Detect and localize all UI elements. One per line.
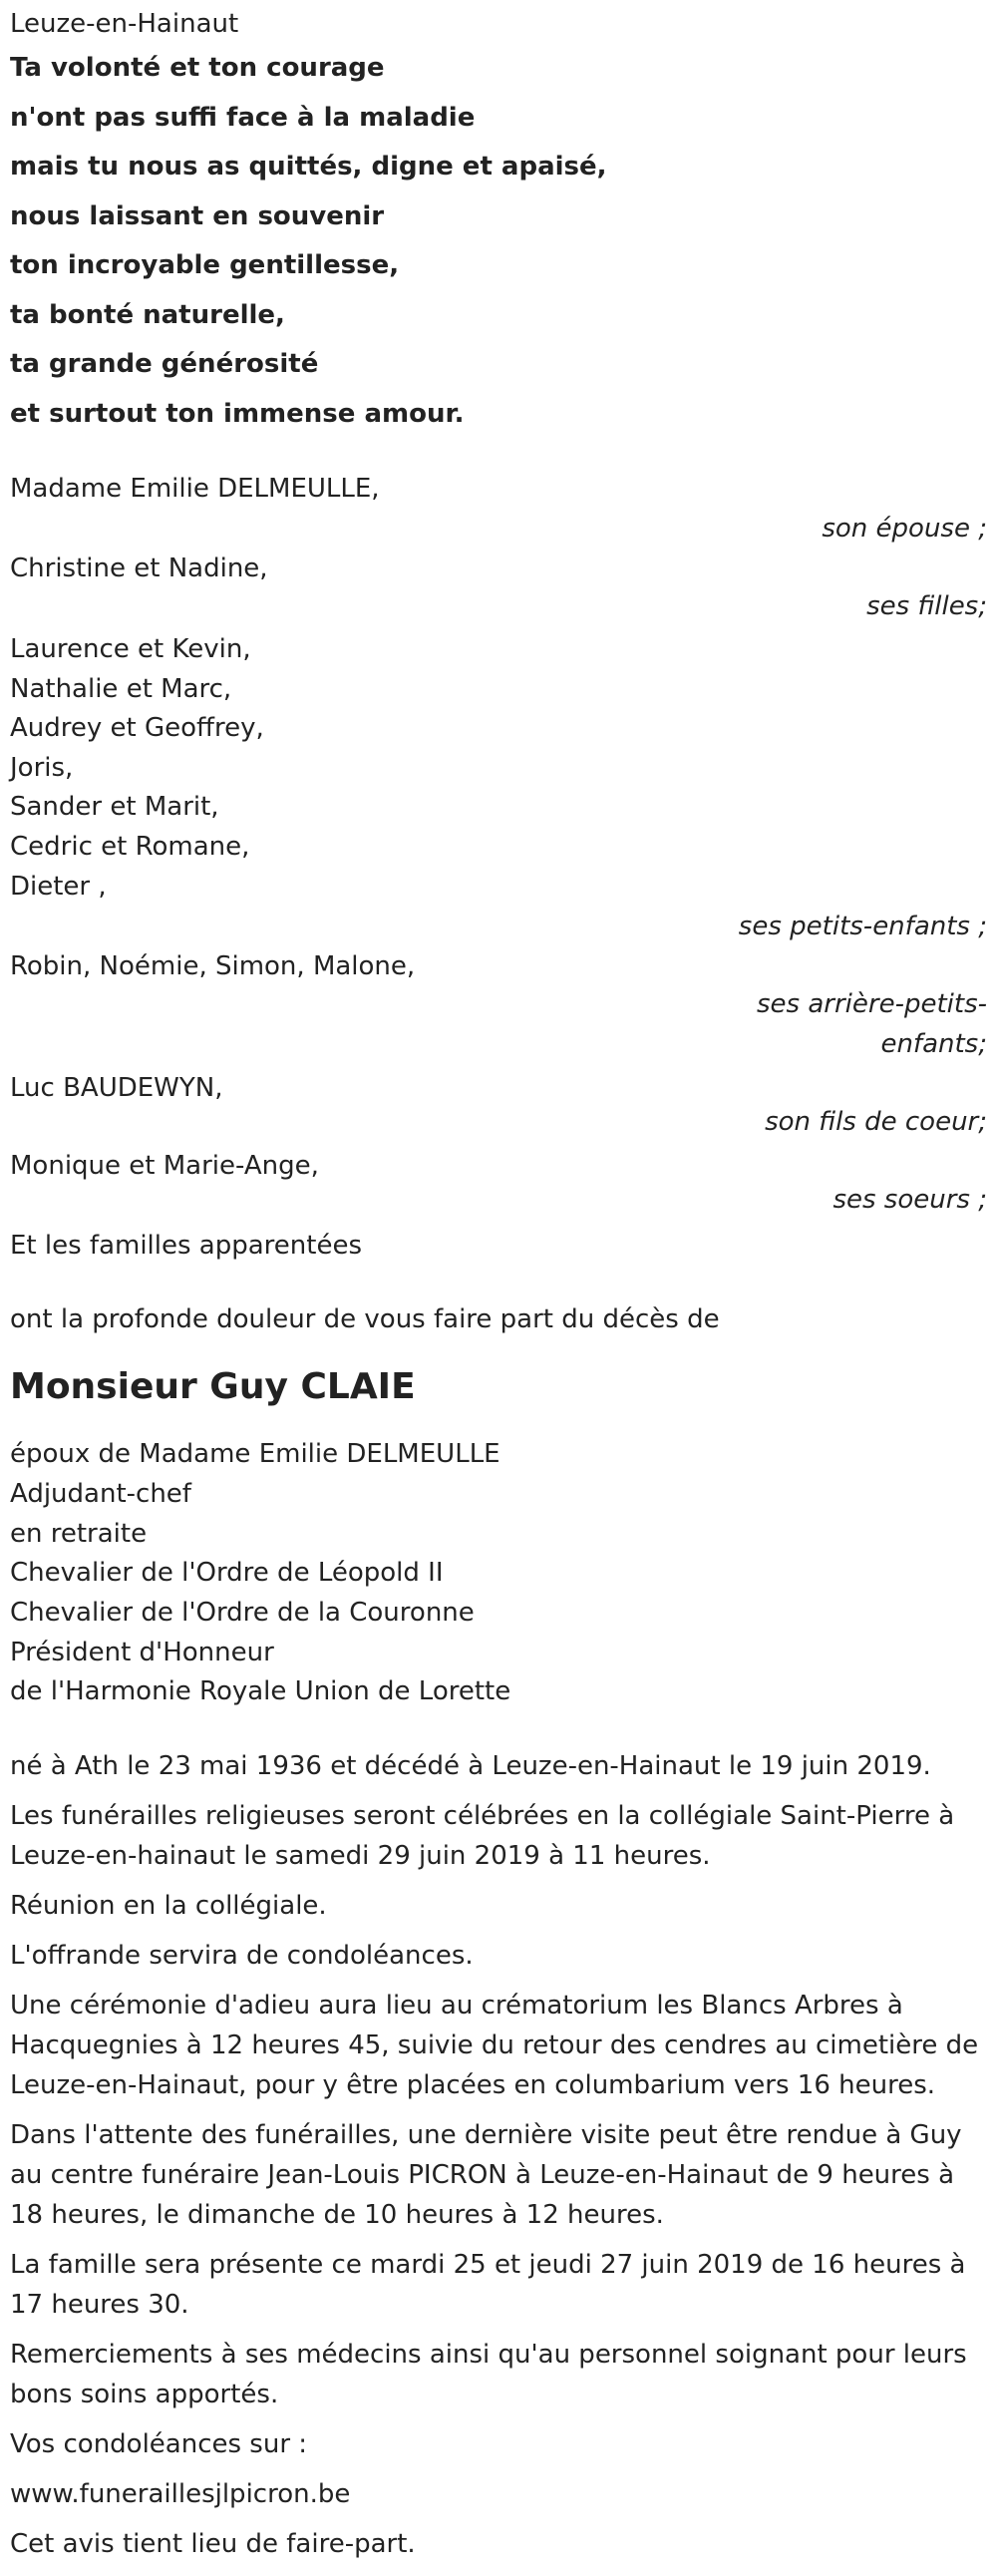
sisters-names: Monique et Marie-Ange, <box>10 1151 319 1182</box>
details-paragraphs <box>10 1746 987 2564</box>
closing-note: Cet avis tient lieu de faire-part. <box>10 2529 416 2560</box>
heart-son-role: son fils de coeur; <box>765 1107 987 1138</box>
family-grandchildren <box>10 630 987 946</box>
poem-line: nous laissant en souvenir <box>10 200 385 231</box>
daughters-names: Christine et Nadine, <box>10 553 268 583</box>
condolences-label: Vos condoléances sur : <box>10 2429 308 2460</box>
spouse-role: son épouse ; <box>822 514 987 544</box>
meeting-paragraph: Réunion en la collégiale. <box>10 1891 327 1922</box>
funeral-paragraph: Les funérailles religieuses seront célébrées en la collégiale Saint-Pierre à Leuze-en-hainaut le samedi 29 juin 2019 à 11 heures. <box>10 1801 955 1872</box>
poem-line: mais tu nous as quittés, digne et apaisé, <box>10 152 607 182</box>
family-heart-son <box>10 1068 987 1142</box>
birth-death-paragraph: né à Ath le 23 mai 1936 et décédé à Leuze-en-Hainaut le 19 juin 2019. <box>10 1751 931 1782</box>
spouse-name: Madame Emilie DELMEULLE, <box>10 474 380 504</box>
deceased-details <box>10 1435 987 1712</box>
obituary-page <box>0 4 997 2564</box>
great-grandchildren-role: ses arrière-petits- <box>757 989 987 1020</box>
grandchild-names: Joris, <box>10 752 74 783</box>
grandchild-names: Laurence et Kevin, <box>10 634 251 664</box>
detail-line: Chevalier de l'Ordre de Léopold II <box>10 1558 444 1589</box>
detail-line: époux de Madame Emilie DELMEULLE <box>10 1439 500 1470</box>
family-daughters <box>10 549 987 626</box>
sisters-role: ses soeurs ; <box>832 1185 987 1216</box>
detail-line: Chevalier de l'Ordre de la Couronne <box>10 1597 475 1628</box>
relatives-line: Et les familles apparentées <box>10 1231 363 1262</box>
grandchild-names: Nathalie et Marc, <box>10 673 232 704</box>
family-presence-paragraph: La famille sera présente ce mardi 25 et jeudi 27 juin 2019 de 16 heures à 17 heures 30. <box>10 2250 966 2321</box>
detail-line: Président d'Honneur <box>10 1637 274 1667</box>
poem-line: ta grande générosité <box>10 349 319 379</box>
offering-paragraph: L'offrande servira de condoléances. <box>10 1941 474 1972</box>
grandchild-names: Dieter , <box>10 871 107 902</box>
family-sisters <box>10 1146 987 1220</box>
detail-line: en retraite <box>10 1518 148 1549</box>
poem-line: ton incroyable gentillesse, <box>10 250 400 280</box>
grandchild-names: Sander et Marit, <box>10 792 219 823</box>
poem <box>10 44 987 439</box>
ceremony-paragraph: Une cérémonie d'adieu aura lieu au crématorium les Blancs Arbres à Hacquegnies à 12 heures 45, suivie du retour des cendres au cimetière de Leuze-en-Hainaut, pour y être placées en columbarium vers 16 heures. <box>10 1991 979 2101</box>
deceased-name: Monsieur Guy CLAIE <box>10 1366 416 1408</box>
family-great-grandchildren <box>10 946 987 1064</box>
family-spouse <box>10 469 987 549</box>
poem-line: ta bonté naturelle, <box>10 299 285 330</box>
poem-line: Ta volonté et ton courage <box>10 53 385 83</box>
announcement-line: ont la profonde douleur de vous faire part du décès de <box>10 1304 720 1335</box>
condolences-website: www.funeraillesjlpicron.be <box>10 2479 351 2510</box>
great-grandchildren-role: enfants; <box>880 1029 987 1060</box>
poem-line: n'ont pas suffi face à la maladie <box>10 102 476 133</box>
great-grandchildren-names: Robin, Noémie, Simon, Malone, <box>10 951 416 982</box>
grandchild-names: Cedric et Romane, <box>10 831 250 862</box>
city-heading: Leuze-en-Hainaut <box>10 9 239 39</box>
daughters-role: ses filles; <box>866 591 987 621</box>
poem-line: et surtout ton immense amour. <box>10 398 465 429</box>
grandchild-names: Audrey et Geoffrey, <box>10 713 264 744</box>
heart-son-name: Luc BAUDEWYN, <box>10 1073 223 1104</box>
detail-line: de l'Harmonie Royale Union de Lorette <box>10 1676 511 1707</box>
visit-paragraph: Dans l'attente des funérailles, une dernière visite peut être rendue à Guy au centre funéraire Jean-Louis PICRON à Leuze-en-Hainaut de 9 heures à 18 heures, le dimanche de 10 heures à 12 heures. <box>10 2120 962 2231</box>
thanks-paragraph: Remerciements à ses médecins ainsi qu'au personnel soignant pour leurs bons soins apportés. <box>10 2340 967 2410</box>
grandchildren-role: ses petits-enfants ; <box>738 912 987 942</box>
detail-line: Adjudant-chef <box>10 1478 191 1509</box>
